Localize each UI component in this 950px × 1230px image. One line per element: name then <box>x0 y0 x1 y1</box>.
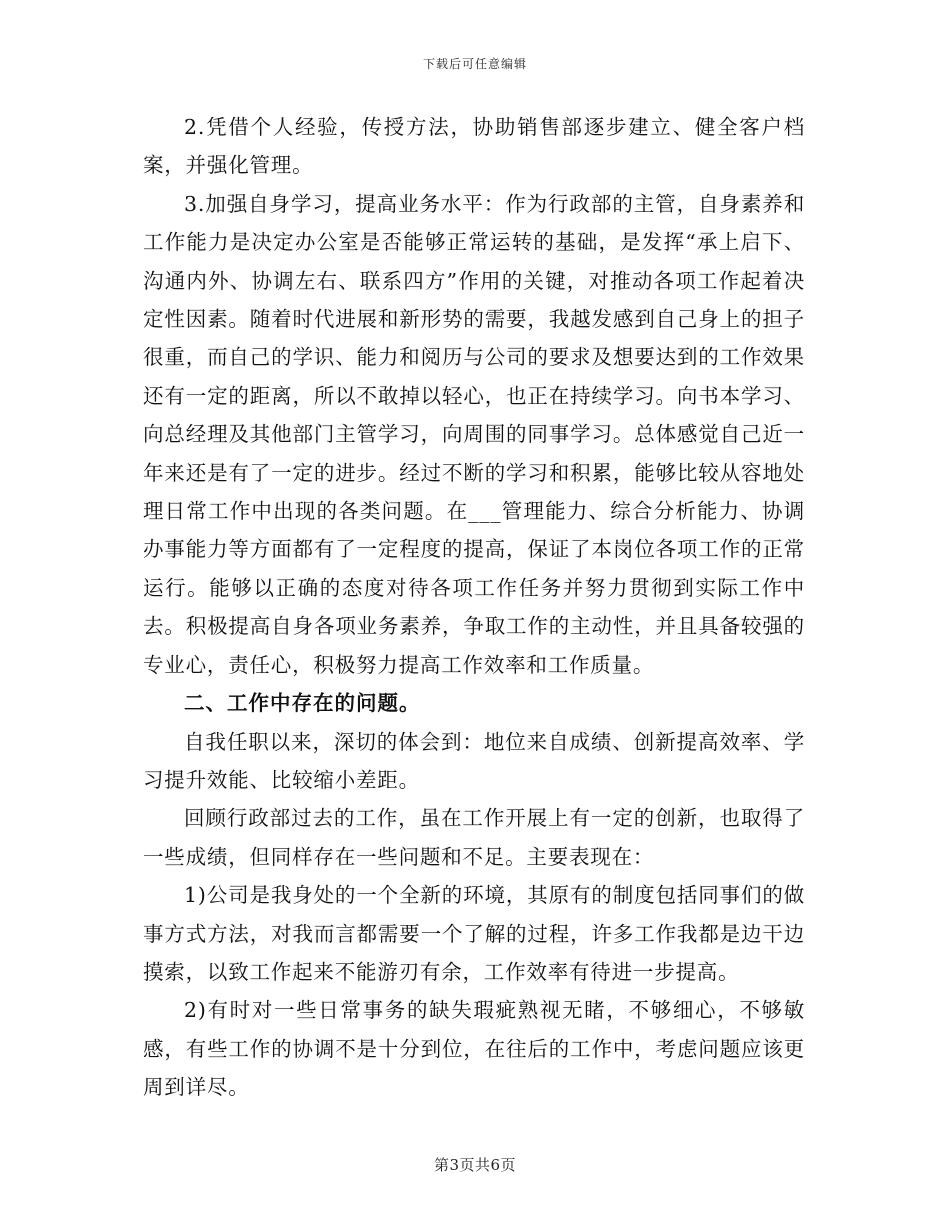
paragraph-experience: 自我任职以来，深切的体会到：地位来自成绩、创新提高效率、学习提升效能、比较缩小差距。 <box>143 729 805 792</box>
paragraph-issue-1: 1)公司是我身处的一个全新的环境，其原有的制度包括同事们的做事方式方法，对我而言都需要一个了解的过程，许多工作我都是边干边摸索，以致工作起来不能游刃有余，工作效率有待进一步提高。 <box>143 883 805 984</box>
header-note: 下载后可任意编辑 <box>422 57 527 71</box>
paragraph-item-3: 3.加强自身学习，提高业务水平：作为行政部的主管，自身素养和工作能力是决定办公室是否能够正常运转的基础，是发挥“承上启下、沟通内外、协调左右、联系四方”作用的关键，对推动各项工作起着决定性因素。随着时代进展和新形势的需要，我越发感到自己身上的担子很重，而自己的学识、能力和阅历与公司的要求及想要达到的工作效果还有一定的距离，所以不敢掉以轻心，也正在持续学习。向书本学习、向总经理及其他部门主管学习，向周围的同事学习。总体感觉自己近一年来还是有了一定的进步。经过不断的学习和积累，能够比较从容地处理日常工作中出现的各类问题。在___管理能力、综合分析能力、协调办事能力等方面都有了一定程度的提高，保证了本岗位各项工作的正常运行。能够以正确的态度对待各项工作任务并努力贯彻到实际工作中去。积极提高自身各项业务素养，争取工作的主动性，并且具备较强的专业心，责任心，积极努力提高工作效率和工作质量。 <box>143 191 805 677</box>
document-body <box>143 108 805 1107</box>
paragraph-item-2: 2.凭借个人经验，传授方法，协助销售部逐步建立、健全客户档案，并强化管理。 <box>143 115 805 178</box>
section-heading-problems: 二、工作中存在的问题。 <box>184 691 421 716</box>
paragraph-review: 回顾行政部过去的工作，虽在工作开展上有一定的创新，也取得了一些成绩，但同样存在一些问题和不足。主要表现在： <box>143 806 805 869</box>
page-number: 第3页共6页 <box>433 1156 517 1174</box>
paragraph-issue-2: 2)有时对一些日常事务的缺失瑕疵熟视无睹，不够细心，不够敏感，有些工作的协调不是十分到位，在往后的工作中，考虑问题应该更周到详尽。 <box>143 998 805 1100</box>
